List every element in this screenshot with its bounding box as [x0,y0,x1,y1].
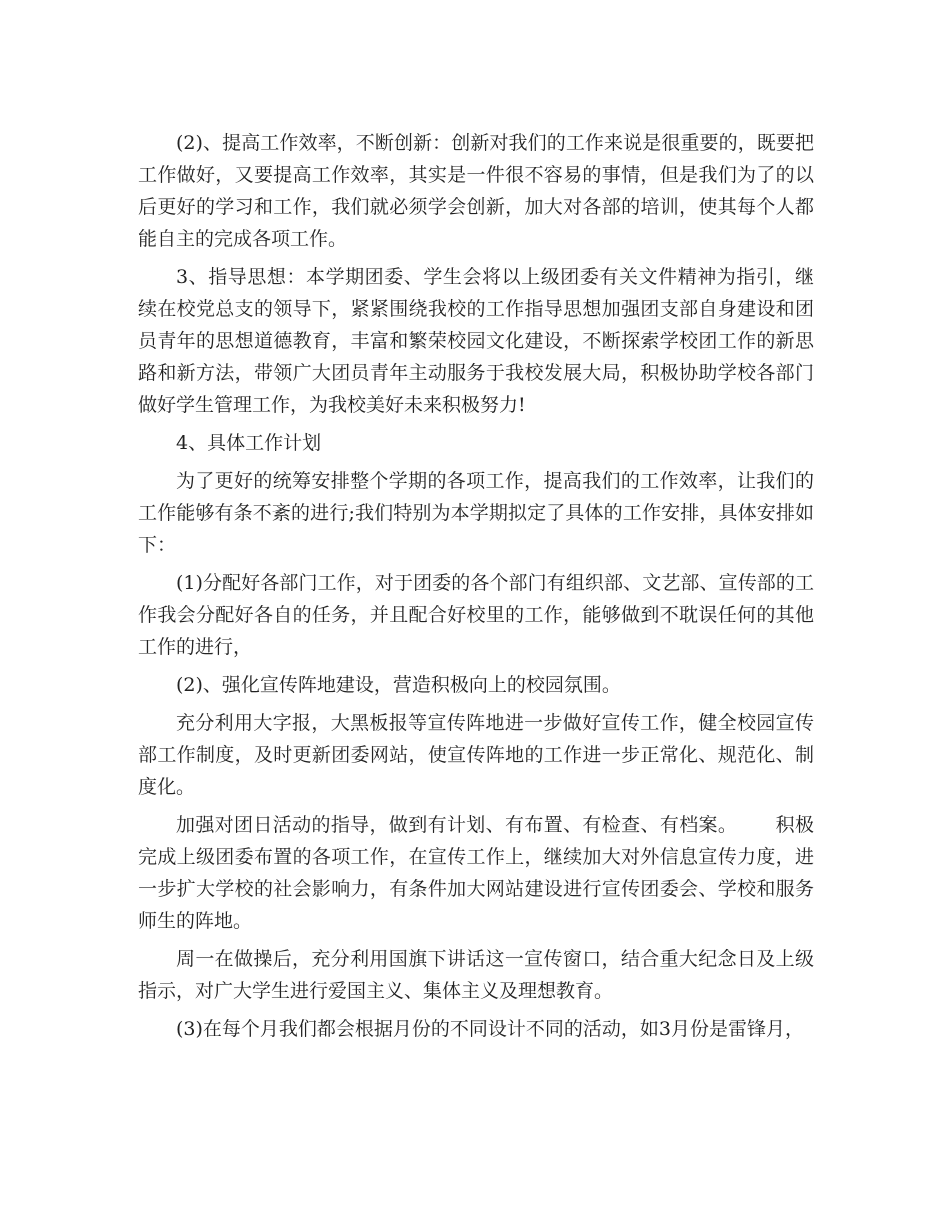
paragraph: 为了更好的统筹安排整个学期的各项工作，提高我们的工作效率，让我们的工作能够有条不紊的进行;我们特别为本学期拟定了具体的工作安排，具体安排如下： [138,470,814,556]
document-body [138,127,814,1051]
paragraph-combined [138,809,814,937]
paragraph: (2)、强化宣传阵地建设，营造积极向上的校园氛围。 [176,674,621,696]
paragraph: (2)、提高工作效率，不断创新：创新对我们的工作来说是很重要的，既要把工作做好，又要提高工作效率，其实是一件很不容易的事情，但是我们为了的以后更好的学习和工作，我们就必须学会创新，加大对各部的培训，使其每个人都能自主的完成各项工作。 [138,132,814,250]
paragraph-part-second: 积极完成上级团委布置的各项工作，在宣传工作上，继续加大对外信息宣传力度，进一步扩大学校的社会影响力，有条件加大网站建设进行宣传团委会、学校和服务师生的阵地。 [138,814,814,932]
paragraph: (3)在每个月我们都会根据月份的不同设计不同的活动，如3月份是雷锋月， [176,1018,805,1040]
paragraph-part-first: 加强对团日活动的指导，做到有计划、有布置、有检查、有档案。 [176,814,738,836]
paragraph: 充分利用大字报，大黑板报等宣传阵地进一步做好宣传工作，健全校园宣传部工作制度，及时更新团委网站，使宣传阵地的工作进一步正常化、规范化、制度化。 [138,712,814,798]
paragraph: 周一在做操后，充分利用国旗下讲话这一宣传窗口，结合重大纪念日及上级指示，对广大学生进行爱国主义、集体主义及理想教育。 [138,948,814,1002]
paragraph: 3、指导思想：本学期团委、学生会将以上级团委有关文件精神为指引，继续在校党总支的领导下，紧紧围绕我校的工作指导思想加强团支部自身建设和团员青年的思想道德教育，丰富和繁荣校园文化建设，不断探索学校团工作的新思路和新方法，带领广大团员青年主动服务于我校发展大局，积极协助学校各部门做好学生管理工作，为我校美好未来积极努力! [138,266,814,416]
paragraph: 4、具体工作计划 [176,432,322,454]
paragraph: (1)分配好各部门工作，对于团委的各个部门有组织部、文艺部、宣传部的工作我会分配好各自的任务，并且配合好校里的工作，能够做到不耽误任何的其他工作的进行， [138,572,814,658]
